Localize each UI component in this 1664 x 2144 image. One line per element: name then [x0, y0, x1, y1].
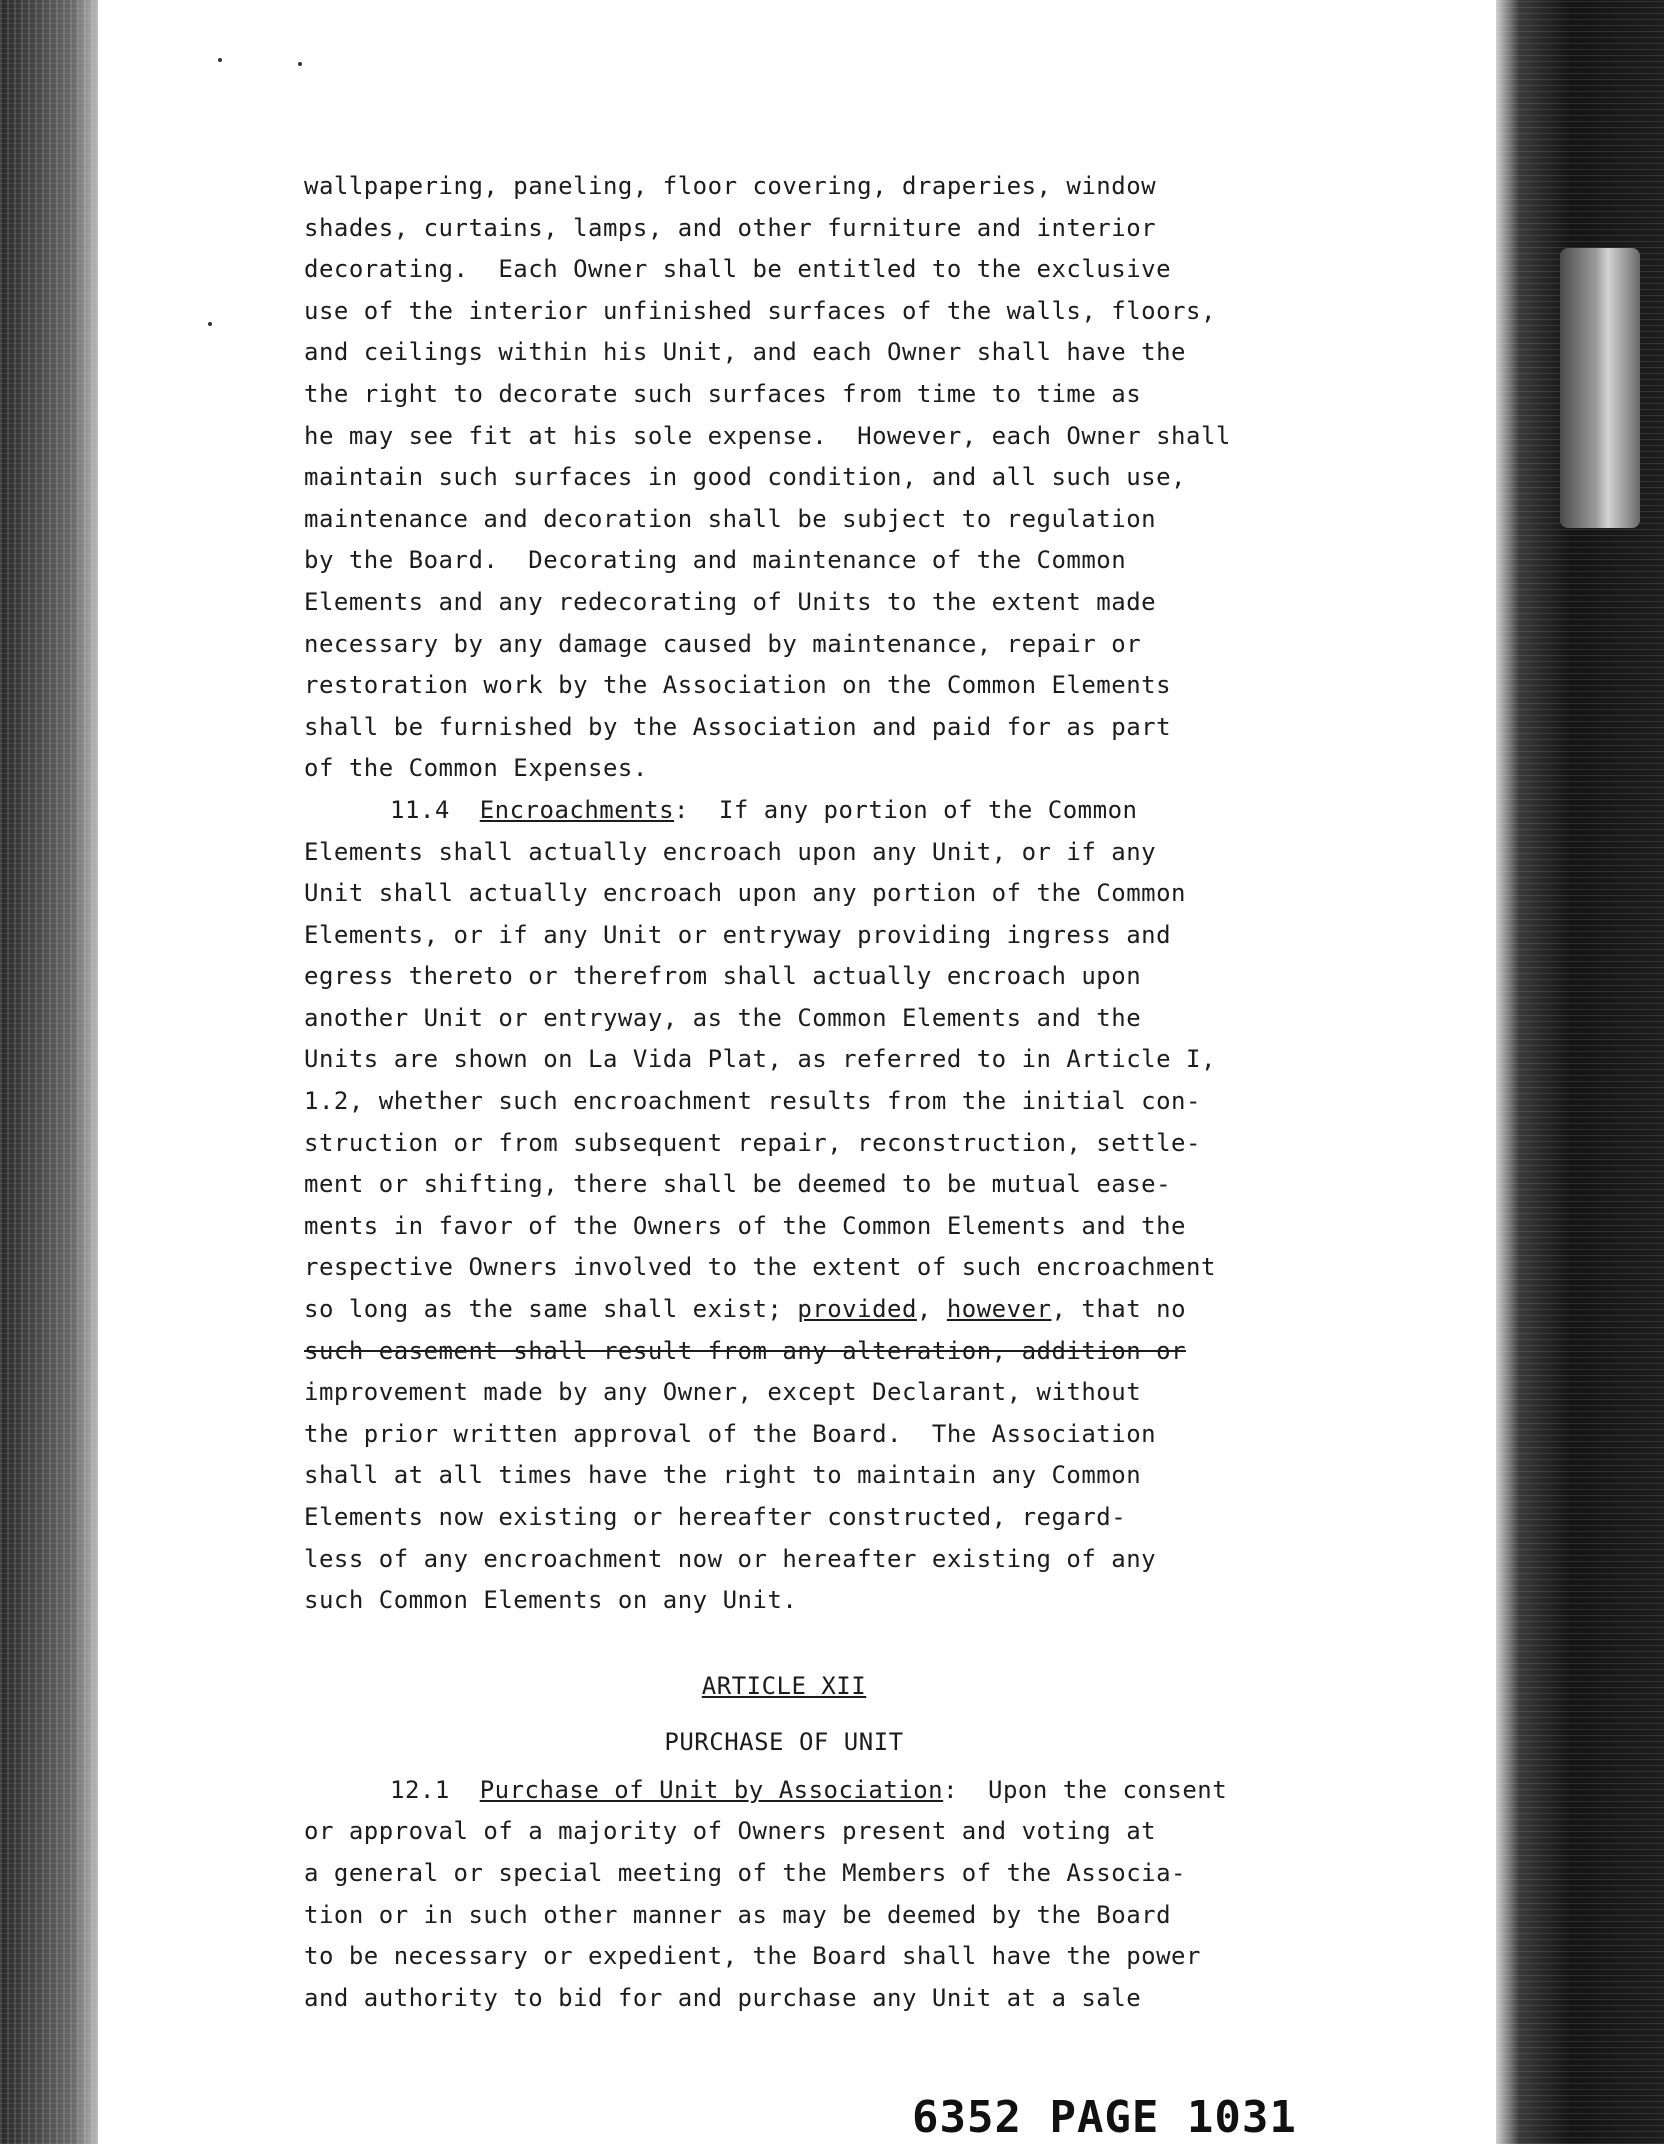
scan-speck	[218, 58, 222, 62]
article-number: ARTICLE XII	[701, 1671, 867, 1700]
spacer	[304, 1622, 1344, 1658]
text-line: Elements now existing or hereafter constructed, regard-	[304, 1503, 1127, 1531]
text-fragment: : If any portion of the Common	[674, 795, 1138, 824]
text-line: Elements, or if any Unit or entryway providing ingress and	[304, 920, 1172, 949]
text-line: wallpapering, paneling, floor covering, draperies, window	[304, 172, 1157, 200]
text-line: 1.2, whether such encroachment results from the initial con-	[304, 1087, 1201, 1116]
book-page-stamp: 6352 PAGE 1031	[912, 2092, 1297, 2143]
provided-emphasis: provided	[797, 1295, 917, 1324]
text-line: Elements shall actually encroach upon any Unit, or if any	[304, 837, 1157, 866]
section-heading-line	[304, 1770, 1344, 1812]
text-line: necessary by any damage caused by maintenance, repair or	[304, 629, 1142, 658]
section-12-1	[304, 1770, 1344, 2020]
text-line: improvement made by any Owner, except Declarant, without	[304, 1378, 1142, 1407]
text-line: decorating. Each Owner shall be entitled to the exclusive	[304, 255, 1172, 284]
section-heading-line	[304, 790, 1344, 832]
section-number: 11.4	[390, 795, 450, 824]
binder-clip-shadow	[1560, 248, 1640, 528]
struck-through-line: such easement shall result from any alteration, addition or	[304, 1336, 1187, 1365]
text-line: less of any encroachment now or hereafter existing of any	[304, 1544, 1157, 1573]
article-title: PURCHASE OF UNIT	[664, 1727, 904, 1756]
section-heading: Encroachments	[479, 795, 675, 824]
text-line: he may see fit at his sole expense. However, each Owner shall	[304, 421, 1231, 450]
article-heading	[304, 1658, 1264, 1714]
text-line: shall be furnished by the Association and paid for as part	[304, 712, 1172, 741]
text-line: Units are shown on La Vida Plat, as referred to in Article I,	[304, 1045, 1216, 1074]
text-line: Unit shall actually encroach upon any portion of the Common	[304, 879, 1187, 908]
text-line: shall at all times have the right to maintain any Common	[304, 1461, 1142, 1490]
continued-paragraph	[304, 166, 1344, 790]
text-line: shades, curtains, lamps, and other furniture and interior	[304, 213, 1157, 242]
text-line: egress thereto or therefrom shall actually encroach upon	[304, 962, 1142, 991]
however-emphasis: however	[946, 1295, 1052, 1324]
text-line: of the Common Expenses.	[304, 754, 648, 783]
text-line: tion or in such other manner as may be deemed by the Board	[304, 1900, 1172, 1929]
text-line: such Common Elements on any Unit.	[304, 1586, 798, 1615]
text-line: struction or from subsequent repair, reconstruction, settle-	[304, 1128, 1201, 1157]
text-line: respective Owners involved to the extent of such encroachment	[304, 1253, 1216, 1282]
text-line: the right to decorate such surfaces from time to time as	[304, 379, 1142, 408]
text-line: use of the interior unfinished surfaces of the walls, floors,	[304, 296, 1216, 325]
proviso-line	[304, 1289, 1344, 1331]
text-fragment: ,	[916, 1295, 947, 1324]
text-line: Elements and any redecorating of Units to the extent made	[304, 587, 1157, 616]
scanner-edge-left	[0, 0, 98, 2144]
text-fragment: : Upon the consent	[943, 1775, 1228, 1804]
text-line: another Unit or entryway, as the Common Elements and the	[304, 1003, 1142, 1032]
text-line: restoration work by the Association on the Common Elements	[304, 671, 1172, 700]
text-line: and ceilings within his Unit, and each Owner shall have the	[304, 338, 1187, 367]
scan-speck	[298, 62, 302, 66]
section-heading: Purchase of Unit by Association	[479, 1775, 944, 1804]
section-11-4	[304, 790, 1344, 1622]
text-line: or approval of a majority of Owners present and voting at	[304, 1817, 1157, 1846]
text-line: the prior written approval of the Board. The Association	[304, 1419, 1157, 1448]
section-number: 12.1	[390, 1775, 450, 1804]
text-line: and authority to bid for and purchase any Unit at a sale	[304, 1983, 1142, 2012]
text-line: maintain such surfaces in good condition, and all such use,	[304, 463, 1187, 492]
text-line: to be necessary or expedient, the Board shall have the power	[304, 1942, 1201, 1971]
document-body	[304, 166, 1344, 2019]
text-line: ment or shifting, there shall be deemed to be mutual ease-	[304, 1170, 1172, 1199]
text-line: by the Board. Decorating and maintenance of the Common	[304, 546, 1127, 575]
text-fragment: so long as the same shall exist;	[304, 1295, 798, 1324]
text-fragment: , that no	[1051, 1295, 1187, 1324]
scan-speck	[208, 322, 212, 326]
text-line: maintenance and decoration shall be subject to regulation	[304, 504, 1157, 533]
text-line: a general or special meeting of the Members of the Associa-	[304, 1858, 1187, 1887]
text-line: ments in favor of the Owners of the Common Elements and the	[304, 1211, 1187, 1240]
